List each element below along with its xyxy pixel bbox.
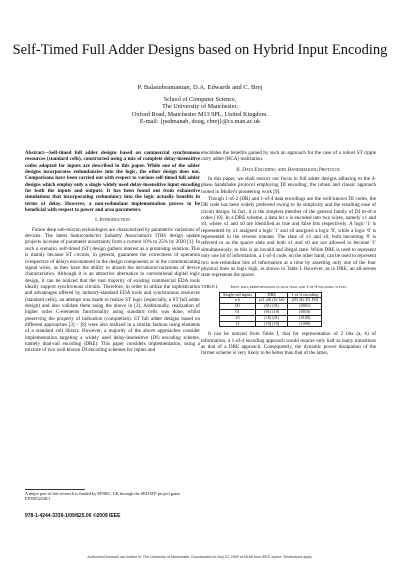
section-heading-introduction: I. Introduction [95,217,130,224]
encoding-table [219,292,322,328]
right-column [201,150,376,358]
table-subheader-cell: (D3 D2 D1 D0) [288,298,322,304]
table-subheader-cell: (a1 a0) (b1 b0) [255,298,287,304]
paragraph-encoding: Though 1-of-2 (DR) and 1-of-4 data encodings are the well-known DI codes, the DR code has been widely preferred owing to its simplicity and the resulting ease of circuit design. In fact, it is the simplest member of the general family of DI m-of-n codes [10]. In a DRE scheme, a data bit x is encoded into two wires, namely x1 and x0, where x1 and x0 are identified as true and false bits respectively. A logic '1' is represented by x1 assigned a logic '1' and x0 assigned a logic '0', while a logic '0' is represented in the reverse manner. The state of x1 and x0, both becoming '0' is referred to as the spacer state and both x1 and x0 are not allowed to become '1' simultaneously, as this is an invalid and illegal state. While DRE is used to represent only one bit of information, a 1-of-4 code, on the other hand, can be used to represent two non-redundant bits of information at a time by asserting only one of the four physical lines as logic high, as shown in Table I. However, as in DRE, an all-zeroes state represents the spacer. [201,196,376,279]
table-cell: (10) (10) [255,321,287,327]
table-cell: (10) (01) [255,315,287,321]
table-cell: (0010) [288,309,322,315]
table-cell: (01) (01) [255,304,287,310]
section-heading-encoding: II. Data Encoding and Handshaking Protocol [236,166,341,173]
table-cell: (0001) [288,304,322,310]
table-cell: 11 [220,321,256,327]
abstract: Abstract—Self-timed full adder designs based on commercial synchronous resources (standard cells), constructed using a mix of complete delay-insensitive codes adopted for inputs are described in this paper. While one of the adder designs incorporates redundancies into the logic, the other design does not. Comparisons have been carried out with respect to various self-timed full adder designs which employ only a single widely used delay-insensitive input encoding for both the inputs and outputs. It has been found out from exhaustive simulations that incorporating redundancy into the logic actually benefits in terms of delay. However, a non-redundant implementation proves to be beneficial with respect to power and area parameters. [25,150,200,214]
footnote-divider [25,489,85,490]
paragraph-handshake: In this paper, we shall restrict our focus to full adder designs adhering to the 4-phase handshake protocol employing DI encoding; the robust and classic approach rooted in Muller's pioneering work [9]. [201,176,376,195]
copyright-notice: 978-1-4244-3339-1/09/$25.00 ©2009 IEEE [25,513,121,519]
table-caption-text: Input data representation in dual-rail and 1-of-4 encoding styles [230,283,347,289]
table-cell: (0100) [288,315,322,321]
author-address: Oxford Road, Manchester M13 9PL, United Kingdom. [132,110,268,118]
table-cell: (01) (10) [255,309,287,315]
table-cell: 00 [220,304,256,310]
table-header-cell: DRE [255,292,287,298]
table-label: TABLE I. [201,283,219,289]
table-cell: (1000) [288,321,322,327]
paragraph-transitions: It can be noticed from Table I, that for representation of 2 bits (a, b) of information, a 1-of-4 encoding approach would require only half as many transitions as that of a DRE approach. Consequently, the dynamic power dissipation of the former scheme is very likely to be better than that of the latter, [201,331,376,357]
table-row [220,321,322,327]
paper-title: Self-Timed Full Adder Designs based on Hybrid Input Encoding [12,42,388,58]
author-names: P. Balasubramanian, D.A. Edwards and C. Brej [137,84,263,91]
author-block [0,84,400,126]
author-dept: School of Computer Science, [163,95,237,103]
table-header-cell: Single-rail inputs [220,292,256,298]
author-univ: The University of Manchester, [162,103,238,111]
table-caption [201,284,376,289]
footnote: A major part of this research is funded by EPSRC, UK through the SEDATE project grant EP/D052238/1. [25,491,180,501]
continued-paragraph: elucidates the benefits gained by such an approach for the case of a robust ST ripple carry adder (RCA) realization. [201,150,376,163]
table-cell: 10 [220,315,256,321]
table-cell: 01 [220,309,256,315]
table-subheader-cell: a b [220,298,256,304]
left-column [25,150,200,355]
download-notice: Authorized licensed use limited to: The University of Manchester. Downloaded on July 23, 2009 at 08:58 from IEEE Xplore. Restrictions apply. [87,555,313,559]
table-header-cell: 1-of-4 encoding [288,292,322,298]
introduction-paragraph: Future deep sub-micron technologies are characterized by parametric variations of devices. The latest Semiconductor Industry Association's ITRS design update projects increase of parameter uncertainty from a current 10% to 25% by 2020 [1]. In such a scenario, self-timed (ST) design gathers interest as a promising solution. This is mainly because ST circuits, in general, guarantee the correctness of operation irrespective of delays encountered in the design components or in the communicating signal wires, as they have the ability to absorb the deviations/variations of device characteristics. Although it is an attractive alternative to conventional digital logic design, it can be noticed that the vast majority of existing commercial EDA tools ideally support synchronous circuits. Therefore, in order to utilize the sophistication and advantages offered by industry-standard EDA tools and synchronous resources (standard cells), an attempt was made to realize ST logic (especially, a ST full adder design) and also validate them using the above in [2]. Additionally, realization of higher order C-elements functionality using standard cells was done, whilst preserving the property of indication (completion). ST full adder designs based on different approaches [3] – [8] were also realized in a similar fashion using elements of a standard cell library. However, a majority of the above approaches consider implementation targeting a widely used delay-insensitive (DI) encoding scheme, namely dual-rail encoding (DRE). This paper considers implementation, using a mixture of two well known DI encoding schemes for inputs and [25,226,200,354]
author-email: E-mail: {padmanab, doug, cbrej}@cs.man.ac.uk [139,118,261,126]
